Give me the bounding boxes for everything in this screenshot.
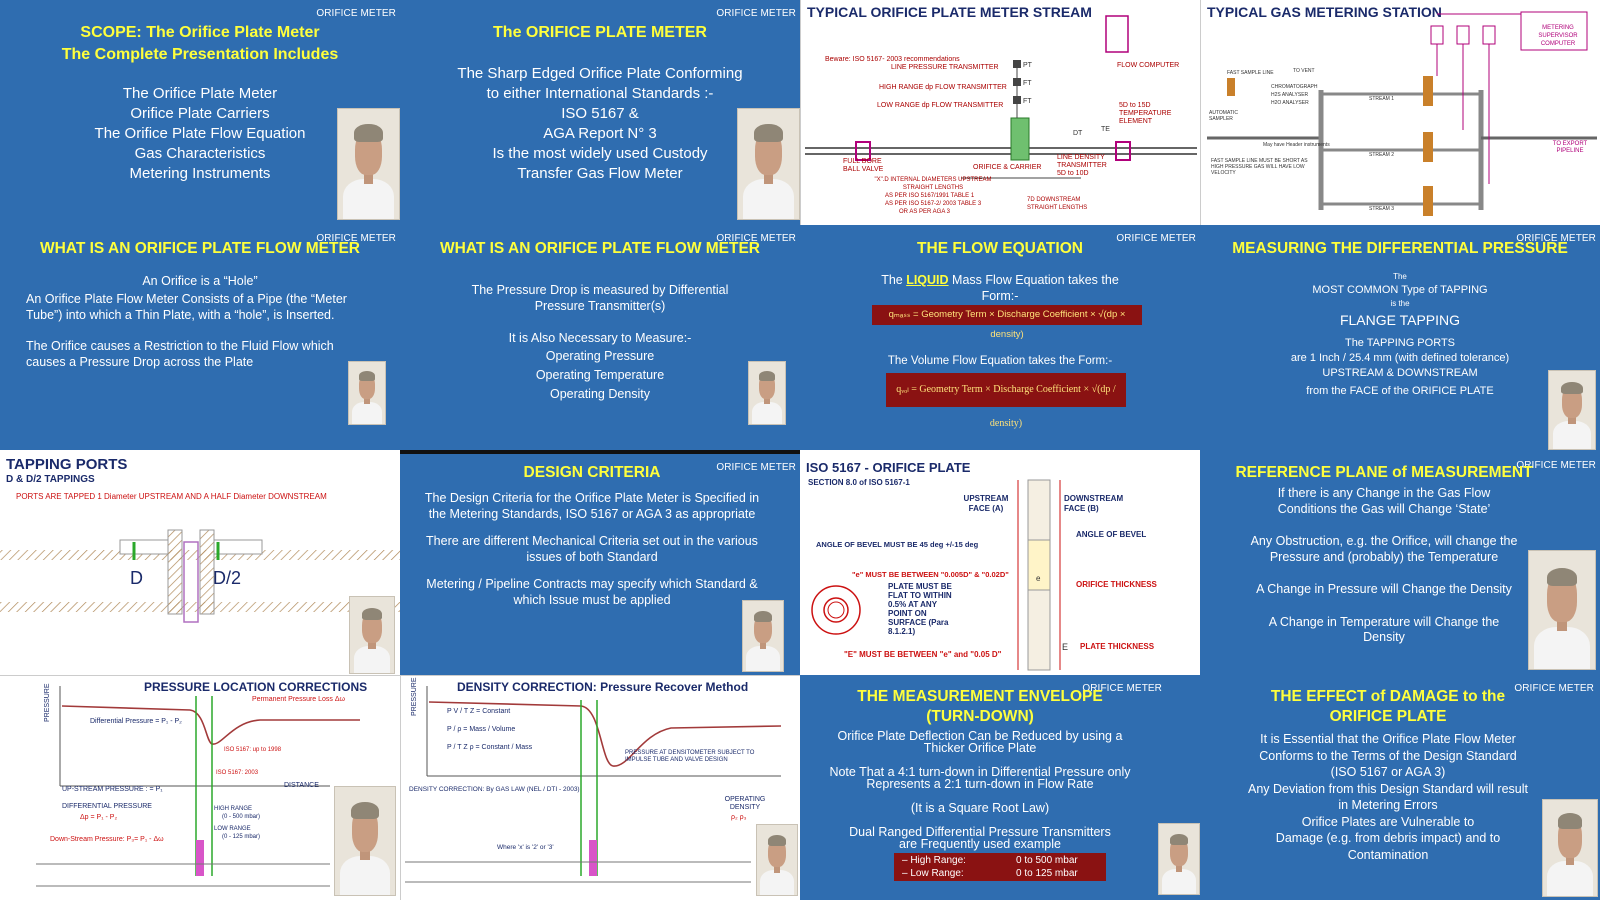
title-line: SCOPE: The Orifice Plate Meter xyxy=(80,24,320,41)
presenter-video xyxy=(334,786,396,896)
body-line: Operating Density xyxy=(549,386,651,401)
diagram-label: Beware: ISO 5167- 2003 recommendations xyxy=(825,56,960,63)
slide-tag: ORIFICE METER xyxy=(716,8,796,19)
diagram-label: (0 - 500 mbar) xyxy=(222,814,261,820)
range-label: – Low Range: xyxy=(902,868,964,879)
presenter-video xyxy=(742,600,784,672)
body-line: Form:- xyxy=(981,288,1019,303)
diagram-label: PLATE THICKNESS xyxy=(1080,642,1155,651)
slide-tag: ORIFICE METER xyxy=(1514,683,1594,694)
slide-title: The ORIFICE PLATE METER xyxy=(493,24,707,41)
diagram-label: (0 - 125 mbar) xyxy=(222,834,261,840)
presenter-video xyxy=(349,596,395,674)
slide-body xyxy=(0,273,400,289)
body-line: The Pressure Drop is measured by Differential xyxy=(471,283,729,297)
volume-flow-equation: qᵥₒₗ = Geometry Term × Discharge Coefficient × √(dp / density) xyxy=(886,373,1126,407)
diagram-label: P / ρ = Mass / Volume xyxy=(447,726,516,733)
body-line: Dual Ranged Differential Pressure Transmitters xyxy=(849,825,1111,839)
diagram-label: FAST SAMPLE LINE xyxy=(1227,70,1274,76)
presenter-video xyxy=(348,361,386,425)
diagram-label: UP-STREAM PRESSURE : = P₁ xyxy=(62,786,163,793)
body-line: which Issue must be applied xyxy=(513,593,671,607)
body-line: Represents a 2:1 turn-down in Flow Rate xyxy=(866,777,1094,791)
slide-metering-station[interactable] xyxy=(1200,0,1600,225)
slide-title: THE FLOW EQUATION xyxy=(917,240,1083,257)
diagram-label: FT xyxy=(1023,80,1032,87)
diagram-label: LOW RANGE xyxy=(214,826,251,832)
diagram-label: Differential Pressure = P₁ - P₂ xyxy=(90,718,182,725)
slide-title: ISO 5167 - ORIFICE PLATE xyxy=(806,460,971,475)
body-line: are Frequently used example xyxy=(899,837,1061,851)
title-line: THE EFFECT of DAMAGE to the xyxy=(1270,688,1506,705)
slide-tag: ORIFICE METER xyxy=(1516,460,1596,471)
slide-damage-effect[interactable] xyxy=(1200,675,1600,900)
diagram-label: ANGLE OF BEVEL xyxy=(1076,530,1147,539)
body-line: Pressure and (probably) the Temperature xyxy=(1269,549,1499,564)
body-line: Operating Pressure xyxy=(545,348,655,363)
diagram-label: "X".D INTERNAL DIAMETERS UPSTREAM STRAIGHT LENGTHS xyxy=(874,177,992,191)
body-line: Orifice Plate Carriers xyxy=(130,105,270,122)
diagram-label: DT xyxy=(1073,130,1083,137)
slide-title xyxy=(0,22,400,66)
axis-label: DISTANCE xyxy=(284,782,319,789)
slide-body xyxy=(1200,731,1588,863)
slide-title: MEASURING THE DIFFERENTIAL PRESSURE xyxy=(1232,240,1568,257)
slide-body xyxy=(26,292,347,370)
slide-title: TAPPING PORTS xyxy=(6,456,128,473)
body-line: The Orifice causes a Restriction to the Fluid Flow which xyxy=(26,339,334,353)
diagram-label: P V / T Z = Constant xyxy=(447,708,511,715)
diagram-label: ISO 5167: up to 1998 xyxy=(224,747,282,753)
diagram-label: AS PER ISO 5167-2/ 2003 TABLE 3 xyxy=(885,201,982,207)
range-value: 0 to 125 mbar xyxy=(1016,868,1078,879)
slide-iso-orifice-plate[interactable] xyxy=(800,450,1200,675)
body-line: An Orifice Plate Flow Meter Consists of a Pipe (the “Meter xyxy=(26,292,347,306)
body-line: It is Essential that the Orifice Plate Flow Meter xyxy=(1260,732,1516,746)
diagram-label: Permanent Pressure Loss Δω xyxy=(252,696,346,703)
body-line: Conditions the Gas will Change ‘State’ xyxy=(1277,501,1491,516)
diagram-label: ANGLE OF BEVEL MUST BE 45 deg +/-15 deg xyxy=(816,540,979,549)
diagram-label: e xyxy=(1036,574,1041,583)
presenter-video xyxy=(337,108,400,220)
diagram-label: PLATE MUST BE FLAT TO WITHIN 0.5% AT ANY POINT ON SURFACE (Para 8.1.2.1) xyxy=(888,582,952,636)
diagram-label: FT xyxy=(1023,98,1032,105)
slide-title: TYPICAL GAS METERING STATION xyxy=(1207,4,1442,20)
diagram-label: LINE PRESSURE TRANSMITTER xyxy=(891,64,999,71)
slide-body xyxy=(400,283,800,404)
diagram-label: FAST SAMPLE LINE MUST BE SHORT AS HIGH PRESSURE GAS WILL HAVE LOW VELOCITY xyxy=(1211,158,1308,176)
slide-tag: ORIFICE METER xyxy=(1516,233,1596,244)
slide-measurement-envelope[interactable] xyxy=(800,675,1200,900)
diagram-label: STREAM 3 xyxy=(1369,206,1395,212)
diagram-label: STREAM 2 xyxy=(1369,152,1395,158)
body-line: It is Also Necessary to Measure:- xyxy=(508,331,692,345)
slide-subtitle: SECTION 8.0 of ISO 5167-1 xyxy=(808,478,910,487)
diagram-label: TO EXPORT PIPELINE xyxy=(1552,141,1588,154)
diagram-label: TE xyxy=(1101,126,1110,133)
slide-title: REFERENCE PLANE of MEASUREMENT xyxy=(1235,464,1533,481)
slide-note: PORTS ARE TAPPED 1 Diameter UPSTREAM AND A HALF Diameter DOWNSTREAM xyxy=(16,492,327,501)
diagram-label: Δp = P₁ - P₂ xyxy=(80,814,118,821)
diagram-label: HIGH RANGE dp FLOW TRANSMITTER xyxy=(879,84,1007,91)
slide-tag: ORIFICE METER xyxy=(716,462,796,473)
diagram-label: UPSTREAM FACE (A) xyxy=(963,494,1009,513)
presenter-video xyxy=(1542,799,1598,897)
body-line: There are different Mechanical Criteria set out in the various xyxy=(426,534,758,548)
body-line: The Design Criteria for the Orifice Plate Meter is Specified in xyxy=(424,491,760,505)
diagram-label: LOW RANGE dp FLOW TRANSMITTER xyxy=(877,102,1004,109)
diagram-label: ORIFICE THICKNESS xyxy=(1076,580,1157,589)
body-line: Operating Temperature xyxy=(535,367,665,382)
diagram-label: ORIFICE & CARRIER xyxy=(973,164,1042,171)
diagram-label: TO VENT xyxy=(1293,68,1315,74)
slide-tag: ORIFICE METER xyxy=(1116,233,1196,244)
body-line: The Orifice Plate Flow Equation xyxy=(94,125,306,142)
slide-body xyxy=(800,730,1180,850)
slide-differential-pressure[interactable] xyxy=(1200,225,1600,450)
presenter-video xyxy=(748,361,786,425)
body-line: Gas Characteristics xyxy=(134,145,266,162)
body-line: (ISO 5167 or AGA 3) xyxy=(1330,765,1446,779)
title-line: THE MEASUREMENT ENVELOPE xyxy=(857,688,1103,705)
body-line: issues of both Standard xyxy=(526,550,658,564)
body-line: Tube”) into which a Thin Plate, with a “hole”, is Inserted. xyxy=(26,307,335,322)
body-line: Orifice Plates are Vulnerable to xyxy=(1301,814,1475,829)
slide-body xyxy=(400,490,792,608)
body-line: A Change in Pressure will Change the Density xyxy=(1256,582,1512,596)
d2-label: D/2 xyxy=(213,568,242,588)
slide-tag: ORIFICE METER xyxy=(316,8,396,19)
diagram-label: OR AS PER AGA 3 xyxy=(899,209,951,215)
body-line: Is the most widely used Custody xyxy=(492,145,708,162)
slide-reference-plane[interactable] xyxy=(1200,450,1600,675)
axis-label: PRESSURE xyxy=(411,677,418,716)
diagram-label: HIGH RANGE xyxy=(214,806,253,812)
diagram-label: OPERATING DENSITY xyxy=(724,796,766,811)
body-line: Contamination xyxy=(1347,847,1429,862)
body-line: (It is a Square Root Law) xyxy=(910,801,1050,815)
body-line: Thicker Orifice Plate xyxy=(923,741,1037,755)
diagram-label: FULL BORE BALL VALVE xyxy=(843,158,884,173)
slide-design-criteria[interactable] xyxy=(400,450,800,675)
diagram-label: E xyxy=(1062,642,1069,652)
diagram-label: P / T Z ρ = Constant / Mass xyxy=(447,744,533,751)
diagram-label: AUTOMATIC SAMPLER xyxy=(1209,110,1238,122)
slide-scope[interactable] xyxy=(0,0,400,225)
body-line: The Sharp Edged Orifice Plate Conforming xyxy=(457,65,743,82)
presenter-video xyxy=(737,108,800,220)
diagram-label: PRESSURE AT DENSITOMETER SUBJECT TO IMPULSE TUBE AND VALVE DESIGN xyxy=(625,750,755,763)
mass-flow-equation: qₘₐₛₛ = Geometry Term × Discharge Coefficient × √(dp × density) xyxy=(872,305,1142,325)
diagram-label: LINE DENSITY TRANSMITTER 5D to 10D xyxy=(1057,154,1107,177)
body-line: Metering Instruments xyxy=(129,165,271,182)
slide-tapping-ports[interactable] xyxy=(0,450,400,675)
slide-title xyxy=(1200,687,1588,727)
body-line: Any Obstruction, e.g. the Orifice, will change the xyxy=(1250,534,1518,548)
diagram-label: DENSITY CORRECTION: By GAS LAW (NEL / DTI - 2003) xyxy=(409,786,580,793)
diagram-label: STREAM 1 xyxy=(1369,96,1395,102)
range-table xyxy=(894,853,1106,881)
slide-pressure-location[interactable] xyxy=(0,675,400,900)
slide-what-is-orifice-1[interactable] xyxy=(0,225,400,450)
d-label: D xyxy=(130,568,143,588)
body-line: If there is any Change in the Gas Flow xyxy=(1277,486,1491,500)
diagram-label: ρ₂ ρ₃ xyxy=(731,814,747,821)
diagram-label: "E" MUST BE BETWEEN "e" and "0.05 D" xyxy=(844,650,1002,659)
title-line: ORIFICE PLATE xyxy=(1329,708,1447,725)
slide-title: WHAT IS AN ORIFICE PLATE FLOW METER xyxy=(439,240,761,257)
axis-label: PRESSURE xyxy=(44,683,51,722)
presenter-video xyxy=(1528,550,1596,670)
body-line: Damage (e.g. from debris impact) and to xyxy=(1275,831,1501,845)
body-line: to either International Standards :- xyxy=(486,85,714,102)
slide-body: The LIQUID Mass Flow Equation takes the Form:- xyxy=(800,273,1200,304)
body-line: The Orifice Plate Meter xyxy=(122,85,278,102)
presenter-video xyxy=(1158,823,1200,895)
body-line: Orifice Plate Deflection Can be Reduced by using a xyxy=(837,729,1123,743)
body-line: Conforms to the Terms of the Design Standard xyxy=(1259,748,1517,763)
diagram-label: PT xyxy=(1023,62,1032,69)
body-line: the Metering Standards, ISO 5167 or AGA 3 as appropriate xyxy=(428,507,756,521)
diagram-label: ISO 5167: 2003 xyxy=(216,770,259,776)
slide-subtitle: D & D/2 TAPPINGS xyxy=(6,474,95,485)
body-line: A Change in Temperature will Change the xyxy=(1268,614,1500,629)
slide-title: WHAT IS AN ORIFICE PLATE FLOW METER xyxy=(39,240,361,257)
body-line: Transfer Gas Flow Meter xyxy=(517,165,683,182)
diagram-label: FLOW COMPUTER xyxy=(1117,62,1180,69)
liquid-highlight: LIQUID xyxy=(906,273,949,287)
title-line: The Complete Presentation Includes xyxy=(61,46,339,63)
slide-body: The MOST COMMON Type of TAPPING is the FLANGE TAPPING The TAPPING PORTS are 1 Inch / 25.4 mm (with defined tolerance) UPSTREAM & DOWNSTREAM from the FACE of the ORIFICE PLATE xyxy=(1290,272,1510,397)
slide-title: DESIGN CRITERIA xyxy=(523,464,661,481)
slide-tag: ORIFICE METER xyxy=(316,233,396,244)
diagram-label: DOWNSTREAM FACE (B) xyxy=(1064,494,1124,513)
slide-tag: ORIFICE METER xyxy=(716,233,796,244)
slide-body xyxy=(1200,486,1584,646)
presenter-video xyxy=(1548,370,1596,450)
slide-flow-equation[interactable] xyxy=(800,225,1200,450)
range-value: 0 to 500 mbar xyxy=(1016,855,1078,866)
slide-title: DENSITY CORRECTION: Pressure Recover Method xyxy=(457,680,749,694)
diagram-label: AS PER ISO 5167/1991 TABLE 1 xyxy=(885,193,975,199)
diagram-label: METERING SUPERVISOR COMPUTER xyxy=(1538,25,1578,47)
slide-density-correction[interactable] xyxy=(400,675,800,900)
diagram-label: H2O ANALYSER xyxy=(1271,100,1309,106)
body-line: Metering / Pipeline Contracts may specify which Standard & xyxy=(426,577,758,591)
body-line: causes a Pressure Drop across the Plate xyxy=(26,354,254,369)
slide-meter-stream[interactable] xyxy=(800,0,1200,225)
slide-body xyxy=(800,355,1200,367)
body-line: The Volume Flow Equation takes the Form:- xyxy=(887,355,1113,367)
slide-title: TYPICAL ORIFICE PLATE METER STREAM xyxy=(807,4,1092,20)
range-label: – High Range: xyxy=(902,855,966,866)
tapping-diagram xyxy=(0,450,400,675)
slide-orifice-plate-meter[interactable] xyxy=(400,0,800,225)
slide-what-is-orifice-2[interactable] xyxy=(400,225,800,450)
diagram-label: 5D to 15D TEMPERATURE ELEMENT xyxy=(1119,102,1172,125)
slide-title: PRESSURE LOCATION CORRECTIONS xyxy=(144,680,368,694)
slide-tag: ORIFICE METER xyxy=(1082,683,1162,694)
body-line: Density xyxy=(1363,630,1405,644)
body-line: in Metering Errors xyxy=(1338,798,1438,812)
diagram-label: "e" MUST BE BETWEEN "0.005D" & "0.02D" xyxy=(852,570,1009,579)
diagram-label: H2S ANALYSER xyxy=(1271,92,1309,98)
diagram-label: Where 'x' is '2' or '3' xyxy=(497,844,554,851)
diagram-label: CHROMATOGRAPH xyxy=(1271,84,1318,90)
presenter-video xyxy=(756,824,798,896)
body-line: Pressure Transmitter(s) xyxy=(534,298,666,313)
body-line: An Orifice is a “Hole” xyxy=(142,274,258,288)
diagram-label: May have Header instruments xyxy=(1263,142,1330,148)
diagram-label: DIFFERENTIAL PRESSURE xyxy=(62,803,152,810)
body-line: ISO 5167 & xyxy=(561,105,639,122)
diagram-label: Down-Stream Pressure: P₃= P₁ - Δω xyxy=(50,836,164,843)
title-line: (TURN-DOWN) xyxy=(926,708,1034,725)
slide-title xyxy=(800,687,1180,727)
body-line: AGA Report N° 3 xyxy=(543,125,657,142)
body-line: Any Deviation from this Design Standard will result xyxy=(1248,781,1528,796)
diagram-label: 7D DOWNSTREAM STRAIGHT LENGTHS xyxy=(1027,197,1088,211)
body-line: Note That a 4:1 turn-down in Differential Pressure only xyxy=(829,765,1131,779)
